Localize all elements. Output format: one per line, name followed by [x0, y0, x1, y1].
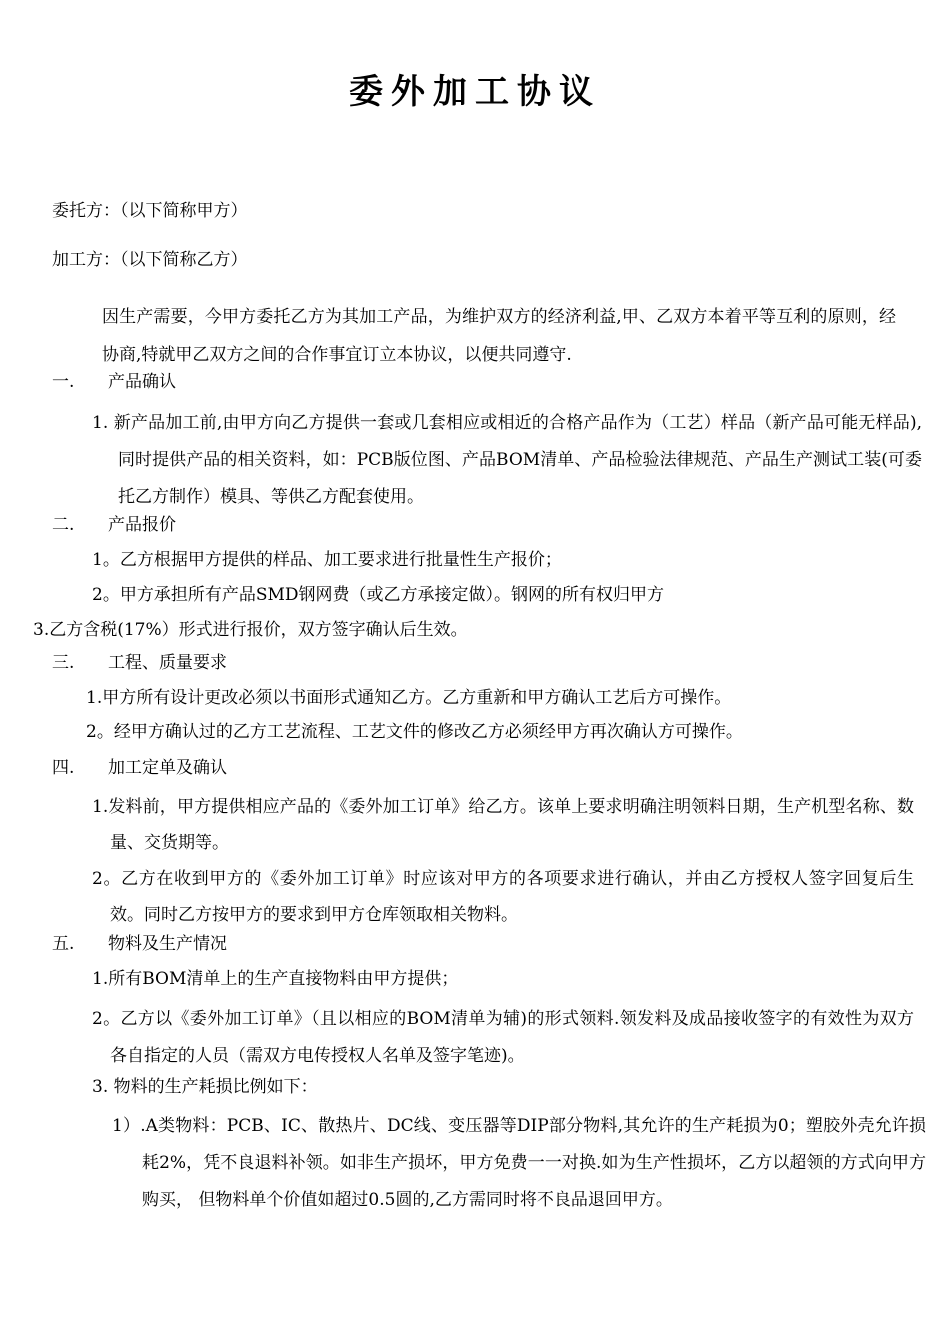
section-4-item-1: 1.发料前，甲方提供相应产品的《委外加工订单》给乙方。该单上要求明确注明领料日期，生产机型名称、数量、交货期等。 [92, 797, 914, 853]
section-5-item-1: 1.所有BOM清单上的生产直接物料由甲方提供； [92, 969, 459, 989]
section-2-item-1: 1。乙方根据甲方提供的样品、加工要求进行批量性生产报价； [92, 550, 562, 570]
section-3-item-2: 2。经甲方确认过的乙方工艺流程、工艺文件的修改乙方必须经甲方再次确认方可操作。 [86, 722, 743, 742]
section-5-subitem-1: 1）.A类物料：PCB、IC、散热片、DC线、变压器等DIP部分物料,其允许的生产耗损为0；塑胶外壳允许损耗2%，凭不良退料补领。如非生产损坏，甲方免费一一对换.如为生产性损坏，乙方以超领的方式向甲方购买， 但物料单个价值如超过0.5圆的,乙方需同时将不良品退回甲方。 [112, 1116, 926, 1210]
section-3-heading: 工程、质量要求 [108, 653, 227, 673]
section-1-number: 一. [52, 372, 75, 392]
section-2-item-3: 3.乙方含税(17%）形式进行报价，双方签字确认后生效。 [33, 620, 468, 640]
section-4-item-2: 2。乙方在收到甲方的《委外加工订单》时应该对甲方的各项要求进行确认，并由乙方授权人签字回复后生效。同时乙方按甲方的要求到甲方仓库领取相关物料。 [92, 869, 914, 925]
section-4-number: 四. [52, 758, 75, 778]
section-5-number: 五. [52, 934, 75, 954]
section-2-item-2: 2。甲方承担所有产品SMD钢网费（或乙方承接定做）。钢网的所有权归甲方 [92, 585, 664, 605]
preamble-paragraph: 因生产需要，今甲方委托乙方为其加工产品，为维护双方的经济利益,甲、乙双方本着平等互利的原则，经协商,特就甲乙双方之间的合作事宜订立本协议，以便共同遵守. [102, 307, 896, 365]
section-4-heading: 加工定单及确认 [108, 758, 227, 778]
section-2-number: 二. [52, 515, 75, 535]
section-3-item-1: 1.甲方所有设计更改必须以书面形式通知乙方。乙方重新和甲方确认工艺后方可操作。 [86, 688, 732, 708]
section-1-item-1: 1. 新产品加工前,由甲方向乙方提供一套或几套相应或相近的合格产品作为（工艺）样品（新产品可能无样品),同时提供产品的相关资料，如：PCB版位图、产品BOM清单、产品检验法律规范、产品生产测试工装(可委托乙方制作）模具、等供乙方配套使用。 [92, 413, 922, 507]
section-5-item-2: 2。乙方以《委外加工订单》（且以相应的BOM清单为辅)的形式领料.领发料及成品接收签字的有效性为双方各自指定的人员（需双方电传授权人名单及签字笔迹)。 [92, 1009, 914, 1066]
section-5-item-3: 3. 物料的生产耗损比例如下： [92, 1077, 318, 1097]
section-2-heading: 产品报价 [108, 515, 176, 535]
section-3-number: 三. [52, 653, 75, 673]
document-title: 委外加工协议 [349, 72, 601, 112]
section-5-heading: 物料及生产情况 [108, 934, 227, 954]
party-a-line: 委托方：（以下简称甲方） [52, 201, 248, 221]
party-b-line: 加工方：（以下简称乙方） [52, 250, 248, 270]
section-1-heading: 产品确认 [108, 372, 176, 392]
